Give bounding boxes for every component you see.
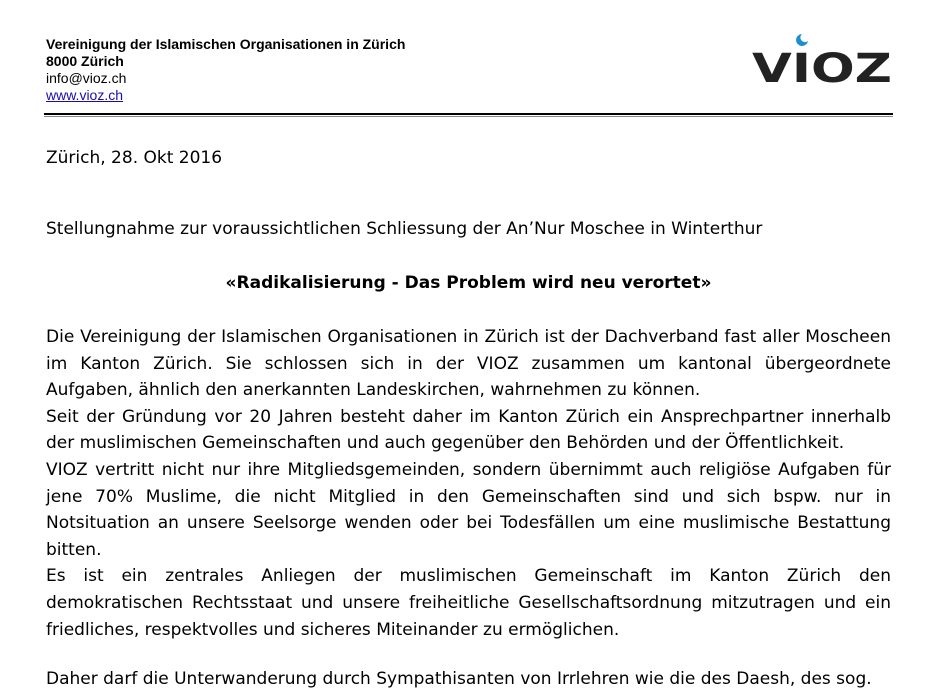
header-divider-shadow (44, 116, 893, 117)
body-paragraph: Es ist ein zentrales Anliegen der muslimischen Gemeinschaft im Kanton Zürich den demokratischen Rechtsstaat und unsere freiheitliche Gesellschaftsordnung mitzutragen und ein friedliches, respektvolles und sicheres Miteinander zu ermöglichen. (46, 566, 891, 640)
postal-city: 8000 Zürich (46, 53, 124, 69)
body-paragraph: Die Vereinigung der Islamischen Organisationen in Zürich ist der Dachverband fast aller Moscheen im Kanton Zürich. Sie schlossen sich in der VIOZ zusammen um kantonal übergeordnete Aufgaben, ähnlich den anerkannten Landeskirchen, wahrnehmen zu können. (46, 327, 891, 401)
body-paragraph: Daher darf die Unterwanderung durch Sympathisanten von Irrlehren wie die des Daesh, des sog. (46, 669, 872, 689)
letter-body (46, 324, 891, 643)
body-paragraph: Seit der Gründung vor 20 Jahren besteht daher im Kanton Zürich ein Ansprechpartner innerhalb der muslimischen Gemeinschaften und auch gegenüber den Behörden und der Öffentlichkeit. (46, 406, 891, 454)
vioz-logo (750, 30, 895, 86)
letterhead-address (46, 36, 405, 104)
website-link[interactable]: www.vioz.ch (46, 87, 124, 103)
email-address: info@vioz.ch (46, 70, 127, 86)
logo-wordmark: VIOZ (752, 46, 892, 86)
organization-name: Vereinigung der Islamischen Organisationen in Zürich (46, 36, 406, 52)
body-paragraph: VIOZ vertritt nicht nur ihre Mitgliedsgemeinden, sondern übernimmt auch religiöse Aufgaben für jene 70% Muslime, die nicht Mitglied in den Gemeinschaften sind und sich bspw. nur in Notsituation an unsere Seelsorge wenden oder bei Todesfällen um eine muslimische Bestattung bitten. (46, 459, 891, 560)
letter-body-continued (46, 666, 891, 693)
header-divider (44, 113, 893, 115)
letter-title: «Radikalisierung - Das Problem wird neu verortet» (225, 273, 712, 293)
letter-subject: Stellungnahme zur voraussichtlichen Schliessung der An’Nur Moschee in Winterthur (46, 219, 763, 239)
crescent-moon-icon (796, 34, 808, 46)
letter-date: Zürich, 28. Okt 2016 (46, 148, 223, 168)
